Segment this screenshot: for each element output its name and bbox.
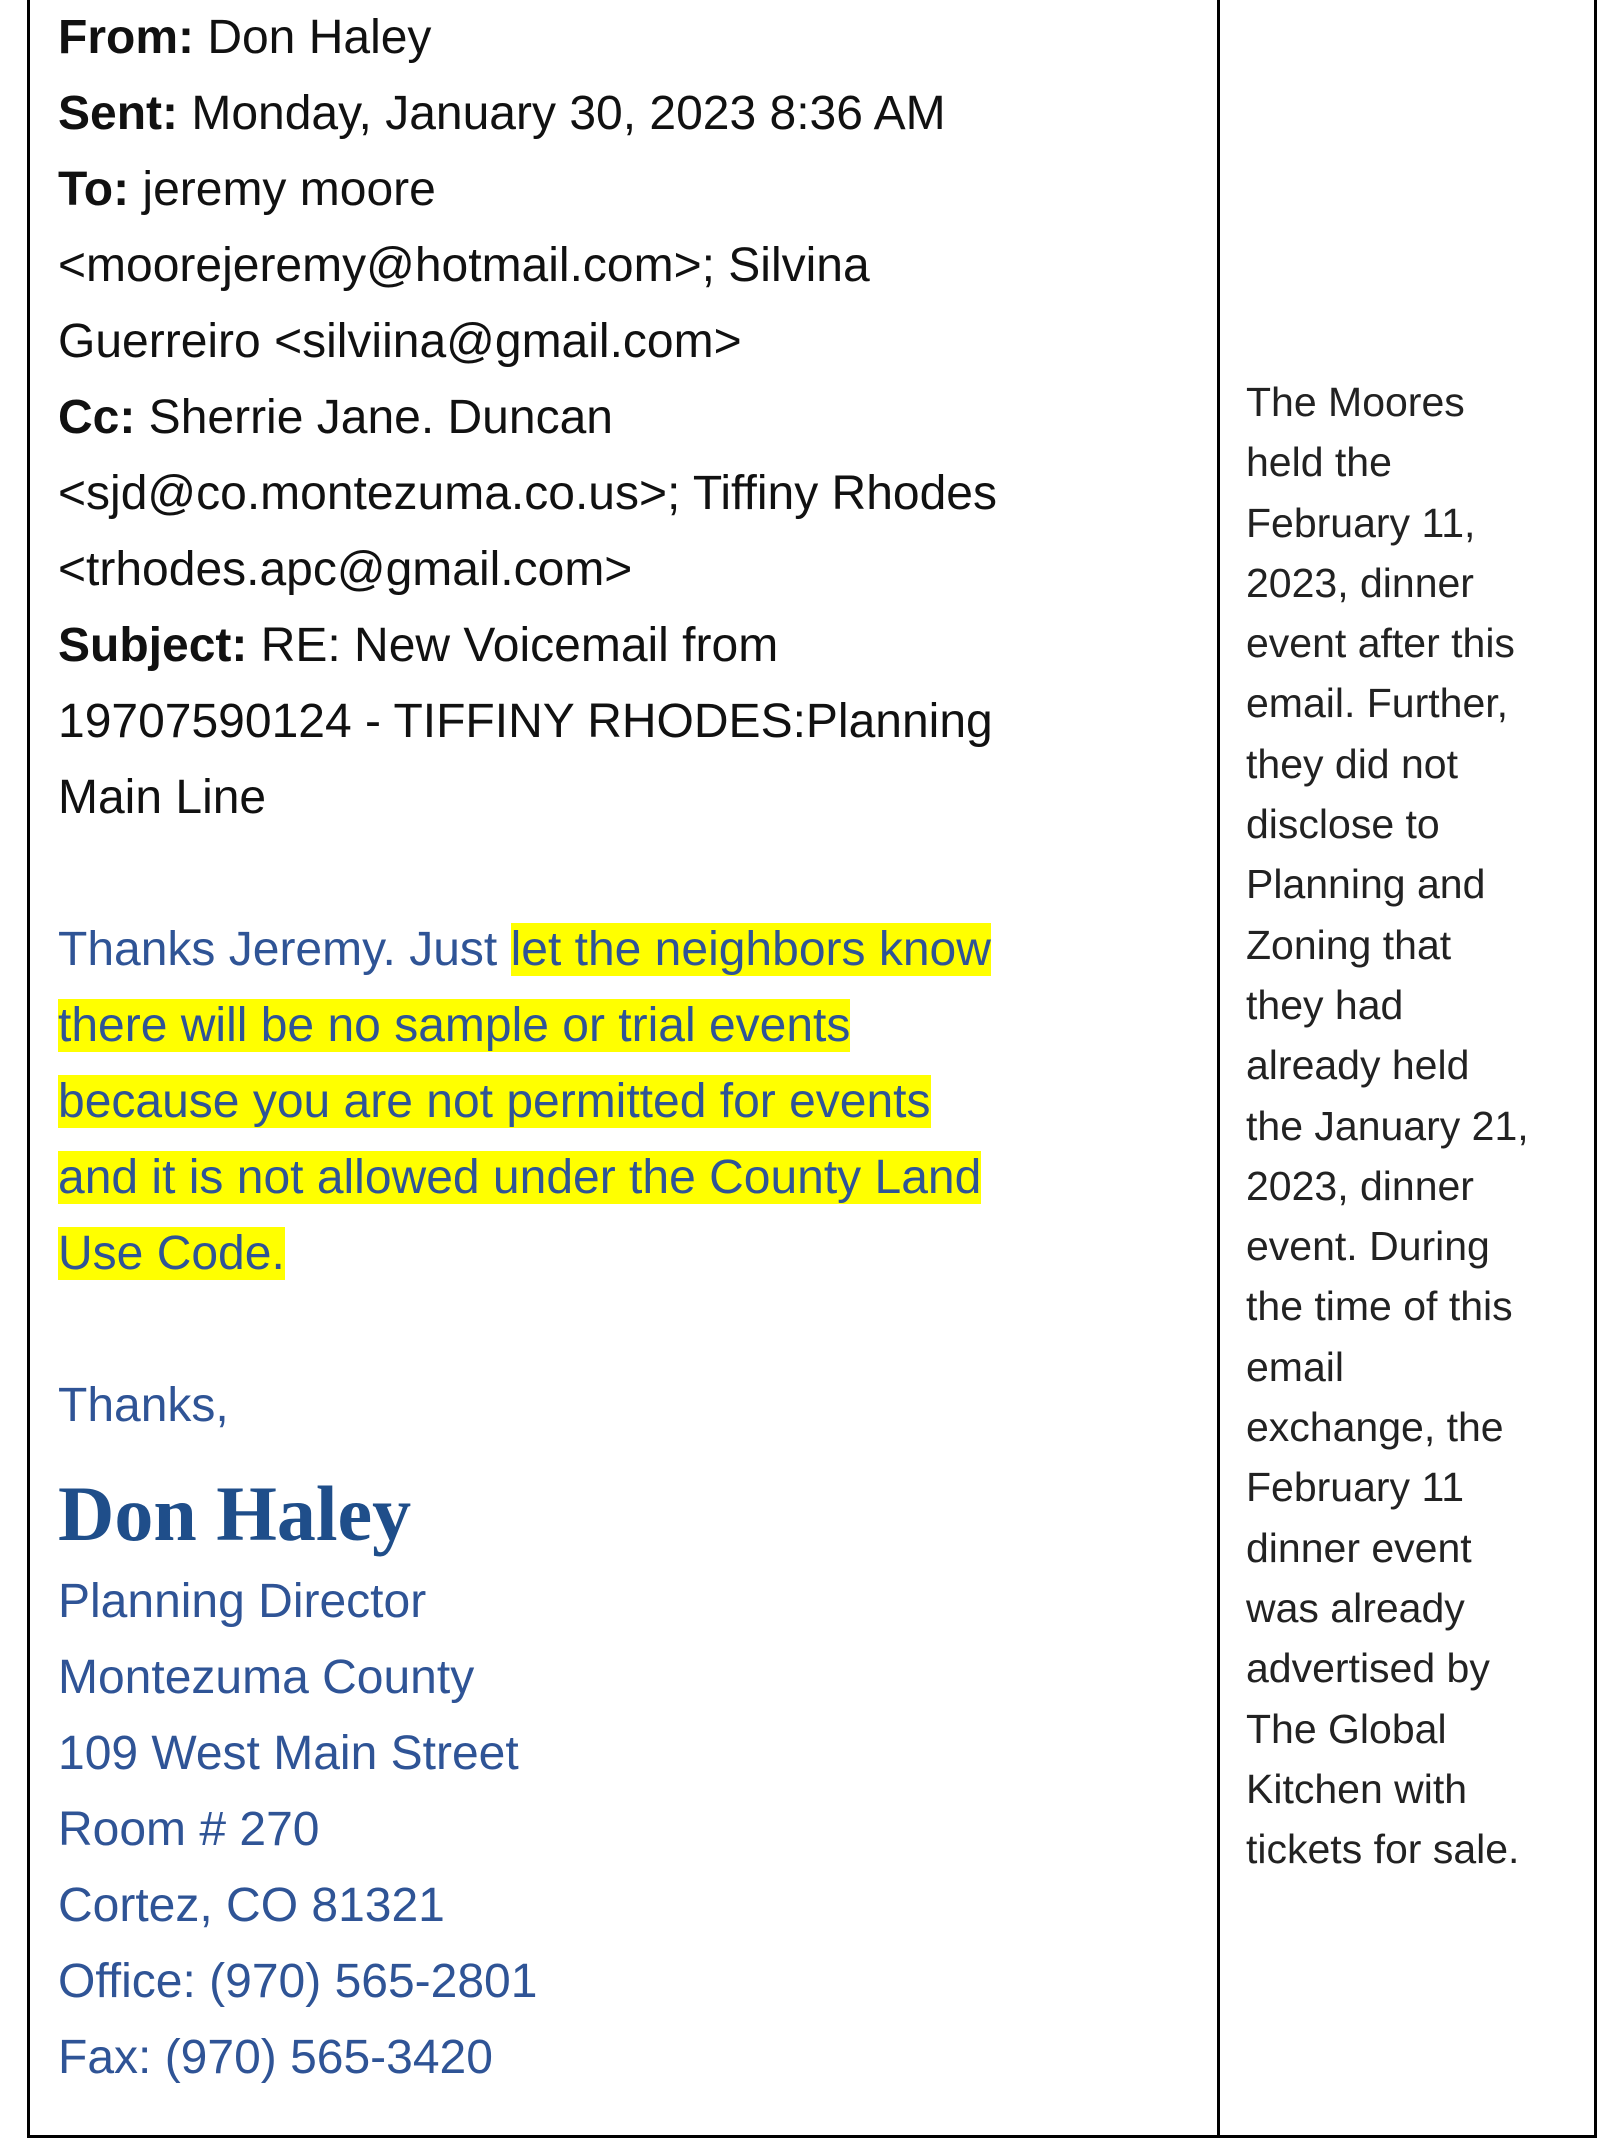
to-key: To:	[58, 163, 130, 216]
sent-value: Monday, January 30, 2023 8:36 AM	[178, 87, 946, 140]
note-line: exchange, the	[1246, 1404, 1504, 1451]
highlight-1: let the neighbors know	[510, 923, 991, 976]
subject-line	[58, 608, 1208, 684]
spacer	[58, 1292, 1208, 1368]
cc-value-2: <sjd@co.montezuma.co.us>; Tiffiny Rhodes	[58, 467, 997, 520]
note-line: they had	[1246, 981, 1404, 1028]
body-line-5	[58, 1216, 1208, 1292]
signature-title: Planning Director	[58, 1575, 427, 1628]
subject-value-3: Main Line	[58, 771, 267, 824]
note-line: event after this	[1246, 620, 1515, 667]
highlight-5: Use Code.	[58, 1227, 285, 1280]
note-line: Kitchen with	[1246, 1765, 1468, 1812]
note-line: they did not	[1246, 740, 1458, 787]
annotation-column	[1246, 372, 1586, 1879]
note-line: dinner event	[1246, 1524, 1472, 1571]
note-line: February 11,	[1246, 499, 1476, 546]
spacer	[58, 836, 1208, 912]
from-key: From:	[58, 11, 194, 64]
to-value-3: Guerreiro <silviina@gmail.com>	[58, 315, 742, 368]
cc-value-3: <trhodes.apc@gmail.com>	[58, 543, 633, 596]
note-line: tickets for sale.	[1246, 1826, 1520, 1873]
note-line: Planning and	[1246, 861, 1486, 908]
note-line: email	[1246, 1343, 1344, 1390]
note-line: 2023, dinner	[1246, 1162, 1474, 1209]
to-value-1: jeremy moore	[129, 163, 436, 216]
signature-name: Don Haley	[58, 1470, 412, 1557]
signature-city: Cortez, CO 81321	[58, 1879, 445, 1932]
to-value-2: <moorejeremy@hotmail.com>; Silvina	[58, 239, 870, 292]
highlight-3: because you are not permitted for events	[58, 1075, 931, 1128]
cc-value-1: Sherrie Jane. Duncan	[135, 391, 613, 444]
sent-line	[58, 76, 1208, 152]
note-line: Zoning that	[1246, 921, 1452, 968]
note-line: The Global	[1246, 1705, 1447, 1752]
email-column	[58, 0, 1208, 2096]
column-divider	[1217, 0, 1220, 2138]
subject-value-1: RE: New Voicemail from	[247, 619, 779, 672]
highlight-4: and it is not allowed under the County Land	[58, 1151, 982, 1204]
to-line	[58, 152, 1208, 228]
sent-key: Sent:	[58, 87, 178, 140]
closing: Thanks,	[58, 1379, 229, 1432]
note-line: disclose to	[1246, 801, 1440, 848]
body-line-2	[58, 988, 1208, 1064]
body-line-1	[58, 912, 1208, 988]
body-line-3	[58, 1064, 1208, 1140]
note-line: event. During	[1246, 1223, 1490, 1270]
note-line: advertised by	[1246, 1645, 1490, 1692]
from-line	[58, 0, 1208, 76]
note-line: already held	[1246, 1042, 1470, 1089]
highlight-2: there will be no sample or trial events	[58, 999, 851, 1052]
body-intro: Thanks Jeremy. Just	[58, 923, 511, 976]
note-line: the time of this	[1246, 1283, 1513, 1330]
note-line: email. Further,	[1246, 680, 1509, 727]
note-line: the January 21,	[1246, 1102, 1529, 1149]
note-line: was already	[1246, 1584, 1465, 1631]
cc-line	[58, 380, 1208, 456]
cc-key: Cc:	[58, 391, 136, 444]
signature-room: Room # 270	[58, 1803, 320, 1856]
note-line: The Moores	[1246, 379, 1465, 425]
body-line-4	[58, 1140, 1208, 1216]
subject-value-2: 19707590124 - TIFFINY RHODES:Planning	[58, 695, 993, 748]
note-line: 2023, dinner	[1246, 559, 1474, 606]
subject-key: Subject:	[58, 619, 248, 672]
note-line: held the	[1246, 439, 1392, 486]
signature-fax: Fax: (970) 565-3420	[58, 2031, 493, 2084]
from-value: Don Haley	[193, 11, 432, 64]
signature-org: Montezuma County	[58, 1651, 475, 1704]
signature-street: 109 West Main Street	[58, 1727, 519, 1780]
signature-office-phone: Office: (970) 565-2801	[58, 1955, 538, 2008]
note-line: February 11	[1246, 1464, 1465, 1511]
